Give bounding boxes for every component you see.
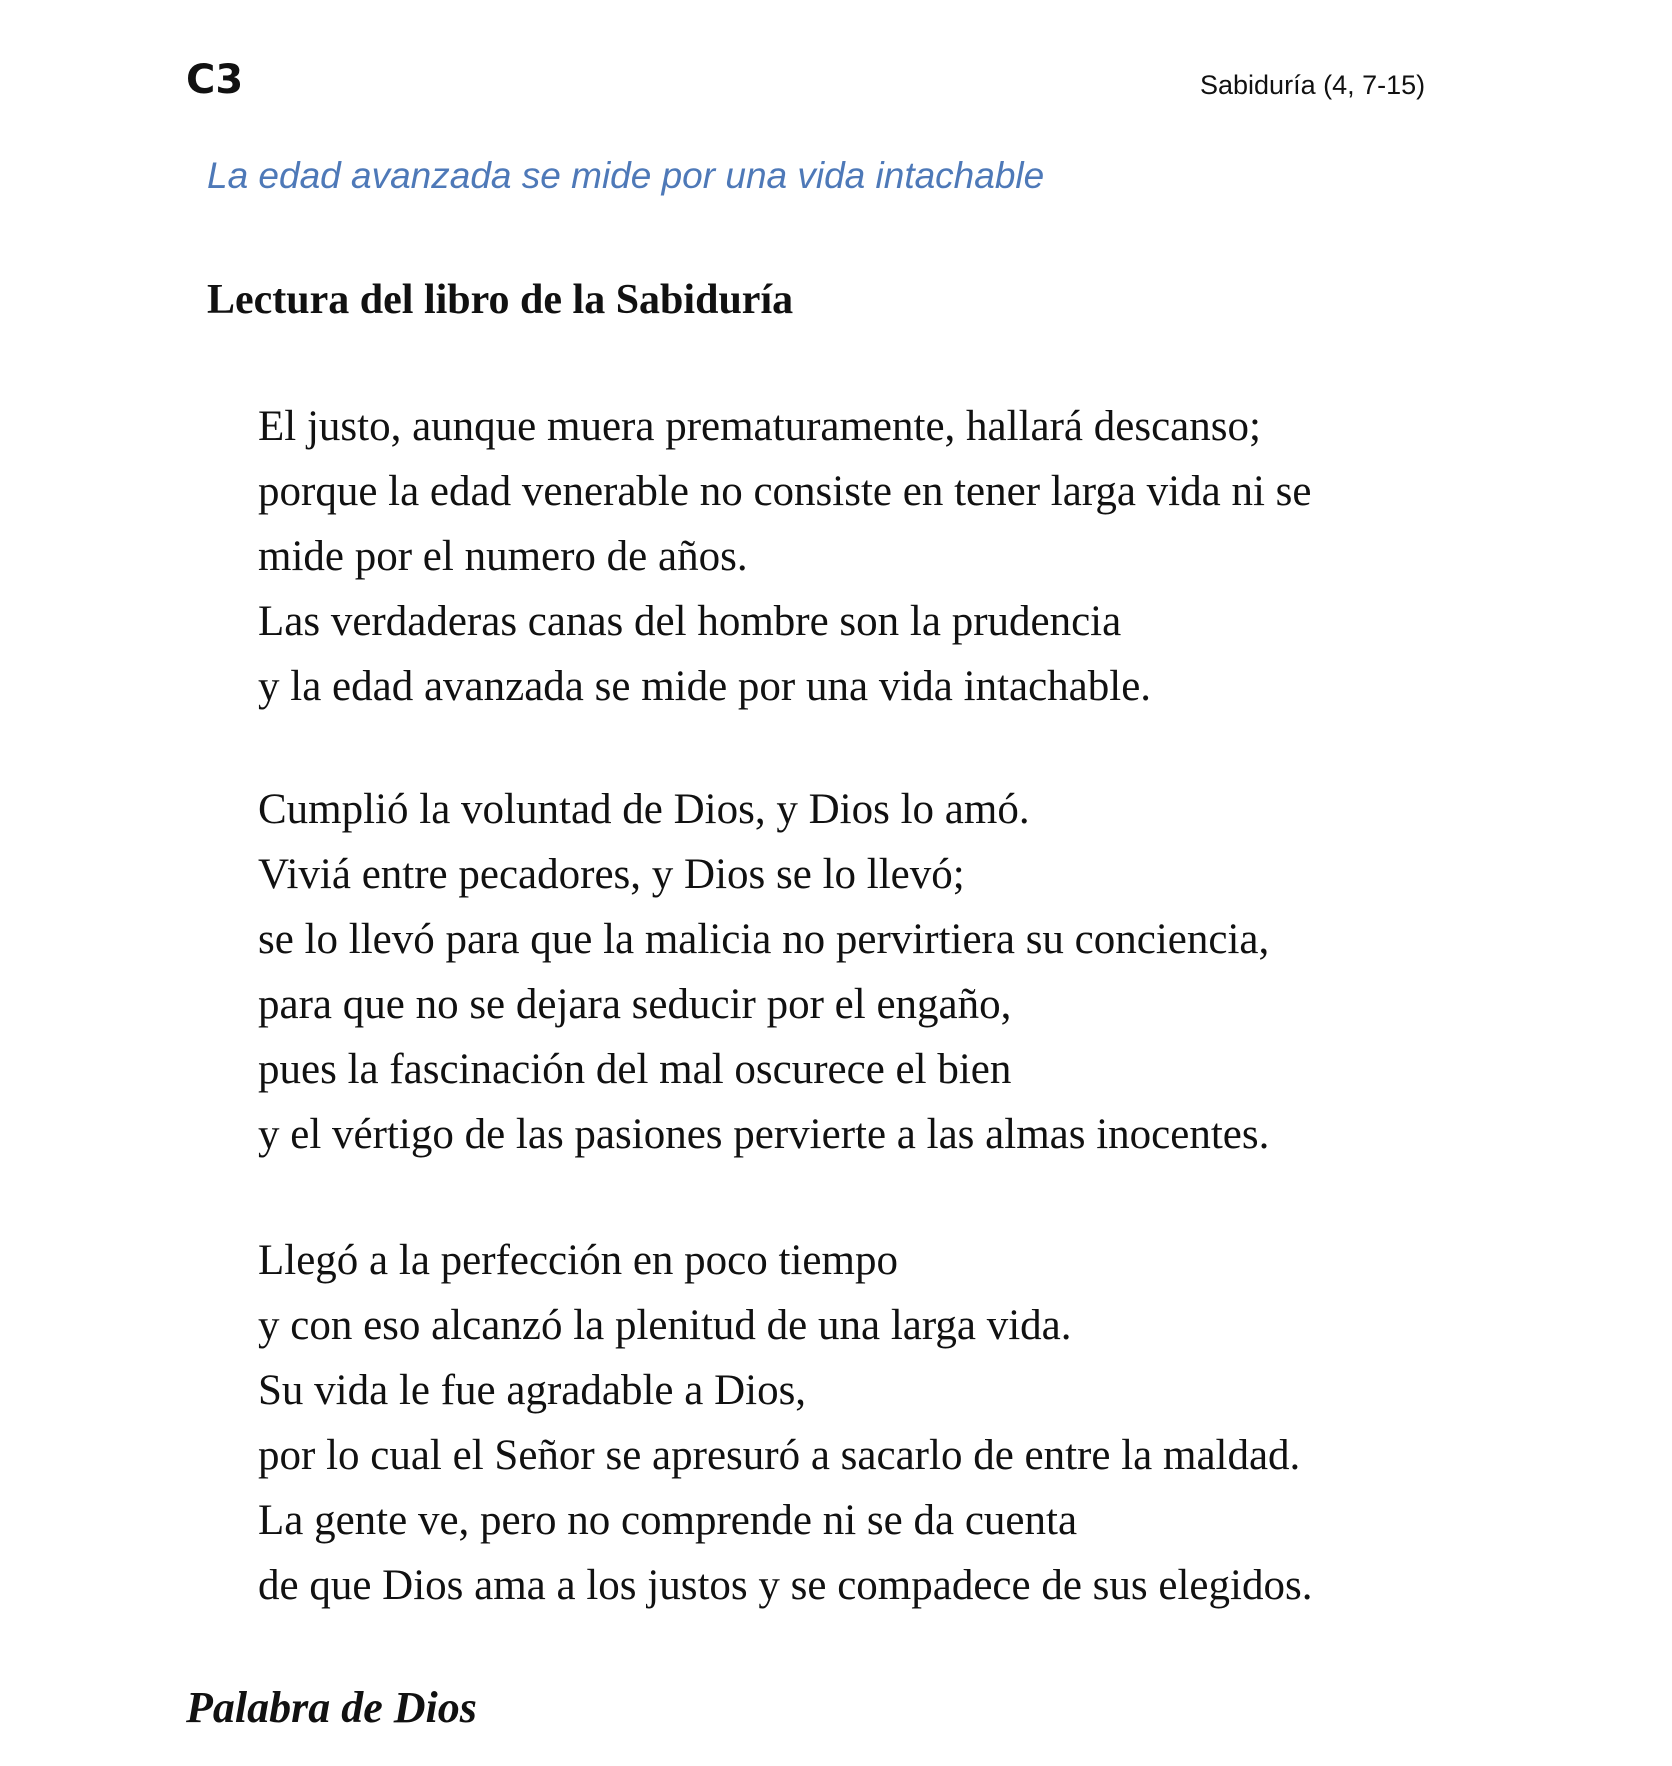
reading-subtitle: La edad avanzada se mide por una vida intachable bbox=[207, 155, 1045, 196]
verse-line: y con eso alcanzó la plenitud de una larga vida. bbox=[258, 1302, 1072, 1349]
verse-line: de que Dios ama a los justos y se compadece de sus elegidos. bbox=[258, 1562, 1313, 1609]
stanza-2 bbox=[258, 777, 1269, 1167]
stanza-1 bbox=[258, 394, 1311, 719]
verse-line: El justo, aunque muera prematuramente, hallará descanso; bbox=[258, 403, 1261, 450]
verse-line: porque la edad venerable no consiste en tener larga vida ni se bbox=[258, 468, 1312, 515]
verse-line: y la edad avanzada se mide por una vida intachable. bbox=[258, 663, 1152, 710]
reading-code: C3 bbox=[186, 57, 244, 103]
verse-line: Las verdaderas canas del hombre son la prudencia bbox=[258, 598, 1122, 645]
scripture-reference: Sabiduría (4, 7-15) bbox=[1200, 70, 1426, 100]
verse-line: y el vértigo de las pasiones pervierte a las almas inocentes. bbox=[258, 1111, 1270, 1158]
verse-line: Viviá entre pecadores, y Dios se lo llevó; bbox=[258, 851, 965, 898]
verse-line: Cumplió la voluntad de Dios, y Dios lo amó. bbox=[258, 786, 1030, 833]
closing-acclamation: Palabra de Dios bbox=[186, 1683, 477, 1732]
verse-line: Su vida le fue agradable a Dios, bbox=[258, 1367, 807, 1414]
verse-line: por lo cual el Señor se apresuró a sacarlo de entre la maldad. bbox=[258, 1432, 1301, 1479]
stanza-3 bbox=[258, 1228, 1312, 1618]
verse-line: Llegó a la perfección en poco tiempo bbox=[258, 1237, 898, 1284]
reading-heading: Lectura del libro de la Sabiduría bbox=[207, 277, 794, 323]
verse-line: mide por el numero de años. bbox=[258, 533, 748, 580]
verse-line: pues la fascinación del mal oscurece el bien bbox=[258, 1046, 1012, 1093]
verse-line: La gente ve, pero no comprende ni se da cuenta bbox=[258, 1497, 1078, 1544]
verse-line: para que no se dejara seducir por el engaño, bbox=[258, 981, 1012, 1028]
verse-line: se lo llevó para que la malicia no pervirtiera su conciencia, bbox=[258, 916, 1270, 963]
